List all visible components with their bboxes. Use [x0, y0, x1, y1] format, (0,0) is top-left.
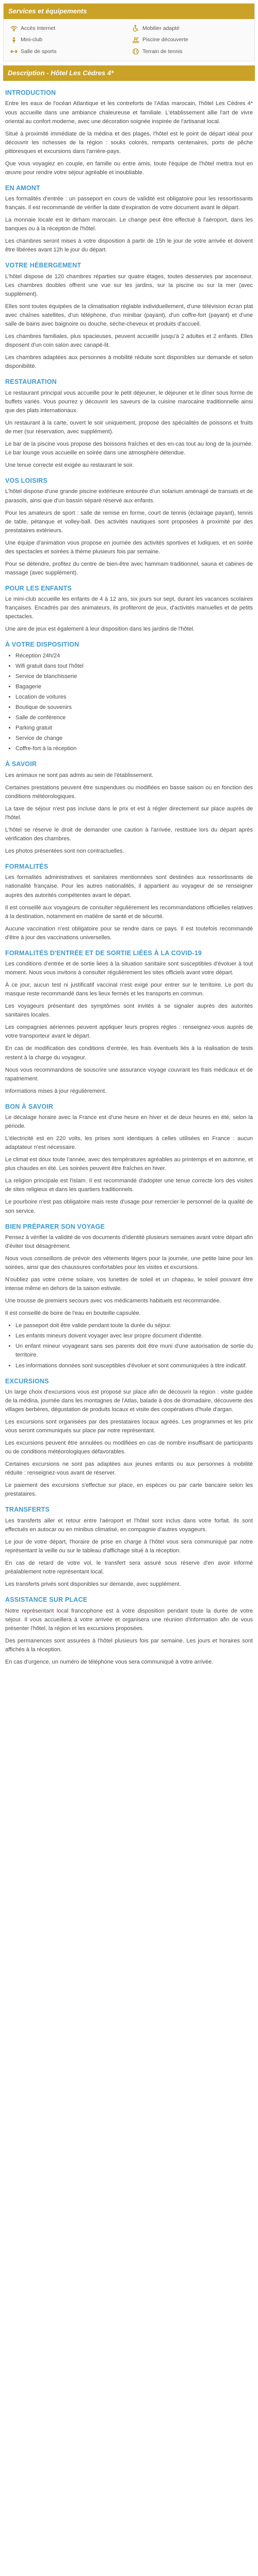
- list-item: • Les informations données sont susceptibles d'évoluer et sont communiquées à titre indicatif.: [15, 1362, 253, 1370]
- section-paragraph: Un restaurant à la carte, ouvert le soir uniquement, propose des spécialités de poissons et fruits de mer (sur réservation, avec supplément).: [5, 419, 253, 435]
- description-section: [5, 1222, 253, 1370]
- section-paragraph: Les chambres seront mises à votre disposition à partir de 15h le jour de votre arrivée et doivent être libérées avant 12h le jour du départ.: [5, 238, 253, 253]
- section-paragraph: Pensez à vérifier la validité de vos documents d'identité plusieurs semaines avant votre départ afin d'éviter tout désagrément.: [5, 1234, 253, 1249]
- wheelchair-icon: [132, 25, 139, 32]
- section-paragraph: Le décalage horaire avec la France est d'une heure en hiver et de deux heures en été, selon la période.: [5, 1114, 253, 1130]
- section-paragraph: Les chambres adaptées aux personnes à mobilité réduite sont disponibles sur demande et selon disponibilité.: [5, 354, 253, 370]
- section-paragraph: Pour les amateurs de sport : salle de remise en forme, court de tennis (éclairage payant), tennis de table, pétanque et volley-ball. Des activités nautiques sont proposées à proximité par des prestataires extérieurs.: [5, 510, 253, 534]
- section-paragraph: Les voyageurs présentant des symptômes sont invités à se signaler auprès des autorités sanitaires locales.: [5, 1003, 253, 1019]
- description-section: [5, 640, 253, 753]
- section-paragraph: Informations mises à jour régulièrement.: [5, 1088, 107, 1094]
- list-item: • Boutique de souvenirs: [15, 703, 253, 712]
- list-item: • Le passeport doit être valide pendant toute la durée du séjour.: [15, 1321, 253, 1330]
- section-paragraph: Le climat est doux toute l'année, avec des températures agréables au printemps et en automne, et plus chaudes en été. Les soirées peuvent être fraîches en hiver.: [5, 1157, 253, 1172]
- list-item: • Service de change: [15, 734, 253, 743]
- description-section: [5, 1595, 253, 1667]
- section-heading: INTRODUCTION: [5, 89, 56, 97]
- service-item: [10, 36, 126, 44]
- section-paragraph: Les chambres familiales, plus spacieuses, peuvent accueillir jusqu'à 2 adultes et 2 enfants. Elles disposent d'un coin salon avec canapé-lit.: [5, 333, 253, 349]
- description-section: [5, 476, 253, 578]
- footer-space: [0, 1675, 258, 1681]
- section-heading: ASSISTANCE SUR PLACE: [5, 1596, 88, 1604]
- section-heading: À VOTRE DISPOSITION: [5, 641, 79, 649]
- tennis-icon: [132, 47, 139, 55]
- section-paragraph: Que vous voyagiez en couple, en famille ou entre amis, toute l'équipe de l'hôtel mettra tout en œuvre pour rendre votre séjour agréable et inoubliable.: [5, 160, 253, 176]
- section-paragraph: L'hôtel dispose de 120 chambres réparties sur quatre étages, toutes desservies par ascenseur. Les chambres doubles offrent une vue sur les jardins, sur la piscine ou sur la mer (avec supplément).: [5, 273, 253, 297]
- section-paragraph: Nous vous recommandons de souscrire une assurance voyage couvrant les frais médicaux et de rapatriement.: [5, 1066, 253, 1082]
- description-section: [5, 862, 253, 942]
- description-section: [5, 759, 253, 856]
- section-paragraph: Le pourboire n'est pas obligatoire mais reste d'usage pour remercier le personnel de la qualité de son service.: [5, 1199, 253, 1214]
- gym-icon: [10, 47, 18, 55]
- mini-club-icon: [10, 36, 18, 44]
- section-paragraph: Les formalités administratives et sanitaires mentionnées sont destinées aux ressortissants de nationalité française. Pour les autres nationalités, il appartient au voyageur de se renseigner auprès des autorités compétentes avant le départ.: [5, 874, 253, 899]
- list-item: • Parking gratuit: [15, 724, 253, 733]
- section-paragraph: En cas de retard de votre vol, le transfert sera assuré sous réserve d'en avoir informé préalablement notre représentant local.: [5, 1560, 253, 1575]
- service-label: Piscine découverte: [142, 37, 188, 43]
- list-item: • Réception 24h/24: [15, 652, 253, 660]
- description-section: [5, 88, 253, 177]
- section-paragraph: Les excursions peuvent être annulées ou modifiées en cas de nombre insuffisant de participants ou de conditions météorologiques défavorables.: [5, 1440, 253, 1455]
- section-paragraph: Une aire de jeux est également à leur disposition dans les jardins de l'hôtel.: [5, 626, 195, 633]
- section-paragraph: La monnaie locale est le dirham marocain. Le change peut être effectué à l'aéroport, dans les banques ou à la réception de l'hôtel.: [5, 217, 253, 232]
- section-paragraph: En cas de modification des conditions d'entrée, les frais éventuels liés à la réalisation de tests restent à la charge du voyageur.: [5, 1045, 253, 1061]
- section-list: [5, 1321, 253, 1370]
- section-heading: FORMALITÉS: [5, 863, 49, 871]
- description-section: [5, 1377, 253, 1499]
- section-heading: VOTRE HÉBERGEMENT: [5, 262, 82, 269]
- section-paragraph: Le mini-club accueille les enfants de 4 à 12 ans, six jours sur sept, durant les vacances scolaires françaises. Encadrés par des animateurs, ils profiteront de jeux, d'activités manuelles et de petits spectacles.: [5, 596, 253, 620]
- section-paragraph: Situé à proximité immédiate de la médina et des plages, l'hôtel est le point de départ idéal pour découvrir les richesses de la région : souks colorés, remparts centenaires, ports de pêche pittoresques et excursions dans l'arrière-pays.: [5, 130, 253, 155]
- service-label: Mini-club: [21, 37, 43, 43]
- description-title: Description - Hôtel Les Cèdres 4*: [3, 65, 255, 81]
- section-paragraph: Un large choix d'excursions vous est proposé sur place afin de découvrir la région : visite guidée de la médina, journée dans les montagnes de l'Atlas, balade à dos de dromadaire, découverte des villages berbères, dégustation de produits locaux et visite des coopératives d'huile d'argan.: [5, 1388, 253, 1413]
- list-item: • Les enfants mineurs doivent voyager avec leur propre document d'identité.: [15, 1332, 253, 1341]
- section-paragraph: Les animaux ne sont pas admis au sein de l'établissement.: [5, 772, 154, 778]
- section-paragraph: Les excursions sont organisées par des prestataires locaux agréés. Les programmes et les prix vous seront communiqués sur place par notre représentant.: [5, 1419, 253, 1434]
- section-paragraph: Le bar de la piscine vous propose des boissons fraîches et des en-cas tout au long de la journée. Le bar lounge vous accueille en soirée dans une atmosphère détendue.: [5, 440, 253, 456]
- section-heading: FORMALITÉS D'ENTRÉE ET DE SORTIE LIÉES À LA COVID-19: [5, 949, 202, 957]
- section-paragraph: Le jour de votre départ, l'horaire de prise en charge à l'hôtel vous sera communiqué par notre représentant la veille ou sur le tableau d'affichage situé à la réception.: [5, 1538, 253, 1554]
- list-item: • Un enfant mineur voyageant sans ses parents doit être muni d'une autorisation de sortie du territoire.: [15, 1342, 253, 1360]
- section-heading: BON À SAVOIR: [5, 1103, 54, 1110]
- description-content: [0, 81, 258, 1675]
- section-paragraph: Il est conseillé de boire de l'eau en bouteille capsulée.: [5, 1310, 141, 1317]
- services-grid: [4, 19, 254, 61]
- services-panel: [3, 3, 255, 61]
- section-paragraph: La taxe de séjour n'est pas incluse dans le prix et est à régler directement sur place auprès de l'hôtel.: [5, 805, 253, 821]
- section-paragraph: À ce jour, aucun test ni justificatif vaccinal n'est exigé pour entrer sur le territoire. Le port du masque reste recommandé dans les lieux fermés et les transports en commun.: [5, 982, 253, 997]
- wifi-icon: [10, 25, 18, 32]
- section-list: [5, 652, 253, 753]
- section-paragraph: L'hôtel dispose d'une grande piscine extérieure entourée d'un solarium aménagé de transats et de parasols, ainsi que d'un bassin séparé réservé aux enfants.: [5, 488, 253, 504]
- section-paragraph: Certaines prestations peuvent être suspendues ou modifiées en basse saison ou en fonction des conditions météorologiques.: [5, 784, 253, 800]
- section-heading: TRANSFERTS: [5, 1506, 50, 1514]
- section-paragraph: Les transferts aller et retour entre l'aéroport et l'hôtel sont inclus dans votre forfait. Ils sont effectués en autocar ou en minibus climatisé, en compagnie d'autres voyageurs.: [5, 1517, 253, 1533]
- service-label: Accès Internet: [21, 25, 56, 32]
- service-item: [10, 47, 126, 56]
- section-heading: RESTAURATION: [5, 378, 57, 386]
- section-paragraph: L'hôtel se réserve le droit de demander une caution à l'arrivée, restituée lors du départ après vérification des chambres.: [5, 826, 253, 842]
- section-paragraph: Il est conseillé aux voyageurs de consulter régulièrement les recommandations officielles relatives à la destination, notamment en matière de santé et de sécurité.: [5, 904, 253, 920]
- description-section: [5, 261, 253, 371]
- section-heading: VOS LOISIRS: [5, 477, 48, 485]
- section-paragraph: Une équipe d'animation vous propose en journée des activités sportives et ludiques, et en soirée des spectacles et soirées à thème plusieurs fois par semaine.: [5, 539, 253, 555]
- list-item: • Salle de conférence: [15, 714, 253, 722]
- section-paragraph: Les compagnies aériennes peuvent appliquer leurs propres règles : renseignez-vous auprès de votre transporteur avant le départ.: [5, 1024, 253, 1040]
- description-section: [5, 948, 253, 1096]
- section-paragraph: Notre représentant local francophone est à votre disposition pendant toute la durée de votre séjour. Il vous accueillera à votre arrivée et organisera une réunion d'information afin de vous présenter l'hôtel, la région et les excursions proposées.: [5, 1607, 253, 1632]
- section-paragraph: Les photos présentées sont non contractuelles.: [5, 848, 124, 854]
- services-title: Services et équipements: [4, 4, 254, 19]
- section-paragraph: Pour se détendre, profitez du centre de bien-être avec hammam traditionnel, sauna et cabines de massage (avec supplément).: [5, 561, 253, 576]
- service-item: [132, 47, 248, 56]
- description-section: [5, 183, 253, 255]
- section-paragraph: L'électricité est en 220 volts, les prises sont identiques à celles utilisées en France : aucun adaptateur n'est nécessaire.: [5, 1136, 253, 1151]
- description-section: [5, 584, 253, 634]
- section-paragraph: En cas d'urgence, un numéro de téléphone vous sera communiqué à votre arrivée.: [5, 1658, 214, 1665]
- list-item: • Wifi gratuit dans tout l'hôtel: [15, 662, 253, 671]
- section-heading: EXCURSIONS: [5, 1377, 49, 1385]
- service-label: Terrain de tennis: [142, 48, 183, 55]
- section-paragraph: Nous vous conseillons de prévoir des vêtements légers pour la journée, une petite laine pour les soirées, ainsi que des chaussures confortables pour les visites et excursions.: [5, 1256, 253, 1271]
- list-item: • Bagagerie: [15, 683, 253, 691]
- pool-icon: [132, 36, 139, 44]
- section-paragraph: Les transferts privés sont disponibles sur demande, avec supplément.: [5, 1581, 181, 1588]
- list-item: • Coffre-fort à la réception: [15, 744, 253, 753]
- service-label: Mobilier adapté: [142, 25, 180, 32]
- section-heading: POUR LES ENFANTS: [5, 584, 72, 592]
- description-section: [5, 377, 253, 470]
- section-paragraph: Une tenue correcte est exigée au restaurant le soir.: [5, 462, 134, 469]
- service-item: [132, 24, 248, 32]
- description-section: [5, 1505, 253, 1589]
- section-paragraph: Elles sont toutes équipées de la climatisation réglable individuellement, d'une télévision écran plat avec chaînes satellites, d'un téléphone, d'un minibar (payant), d'un coffre-fort (payant) et d'une salle de bains avec baignoire ou douche, sèche-cheveux et produits d'accueil.: [5, 303, 253, 328]
- section-paragraph: Des permanences sont assurées à l'hôtel plusieurs fois par semaine. Les jours et horaires sont affichés à la réception.: [5, 1637, 253, 1653]
- section-heading: BIEN PRÉPARER SON VOYAGE: [5, 1223, 105, 1230]
- section-paragraph: La religion principale est l'islam. Il est recommandé d'adopter une tenue correcte lors des visites de sites religieux et dans les quartiers traditionnels.: [5, 1178, 253, 1193]
- section-paragraph: Les conditions d'entrée et de sortie liées à la situation sanitaire sont susceptibles d'évoluer à tout moment. Nous vous invitons à consulter régulièrement les sites officiels avant votre départ.: [5, 961, 253, 976]
- list-item: • Service de blanchisserie: [15, 672, 253, 681]
- description-section: [5, 1102, 253, 1216]
- section-paragraph: Une trousse de premiers secours avec vos médicaments habituels est recommandée.: [5, 1298, 221, 1304]
- section-paragraph: Le restaurant principal vous accueille pour le petit déjeuner, le déjeuner et le dîner sous forme de buffets variés. Vous pourrez y découvrir les saveurs de la cuisine marocaine traditionnelle ainsi que des plats internationaux.: [5, 389, 253, 414]
- section-paragraph: Certaines excursions ne sont pas adaptées aux jeunes enfants ou aux personnes à mobilité réduite : renseignez-vous avant de réserver.: [5, 1461, 253, 1477]
- list-item: • Location de voitures: [15, 693, 253, 702]
- section-paragraph: Aucune vaccination n'est obligatoire pour se rendre dans ce pays. Il est toutefois recommandé d'être à jour des vaccinations universelles.: [5, 925, 253, 941]
- service-item: [10, 24, 126, 32]
- section-paragraph: N'oubliez pas votre crème solaire, vos lunettes de soleil et un chapeau, le soleil pouvant être intense même en dehors de la saison estivale.: [5, 1277, 253, 1292]
- section-paragraph: Le paiement des excursions s'effectue sur place, en espèces ou par carte bancaire selon les prestataires.: [5, 1482, 253, 1498]
- section-heading: À SAVOIR: [5, 760, 37, 768]
- section-paragraph: Entre les eaux de l'océan Atlantique et les contreforts de l'Atlas marocain, l'hôtel Les Cèdres 4* vous accueille dans une ambiance chaleureuse et familiale. L'établissement allie l'art de vivre oriental au confort moderne, avec une décoration soignée inspirée de l'artisanat local.: [5, 100, 253, 125]
- section-heading: EN AMONT: [5, 184, 40, 192]
- service-item: [132, 36, 248, 44]
- section-paragraph: Les formalités d'entrée : un passeport en cours de validité est obligatoire pour les ressortissants français. Il est recommandé de vérifier la date d'expiration de votre document avant le départ.: [5, 196, 253, 211]
- service-label: Salle de sports: [21, 48, 57, 55]
